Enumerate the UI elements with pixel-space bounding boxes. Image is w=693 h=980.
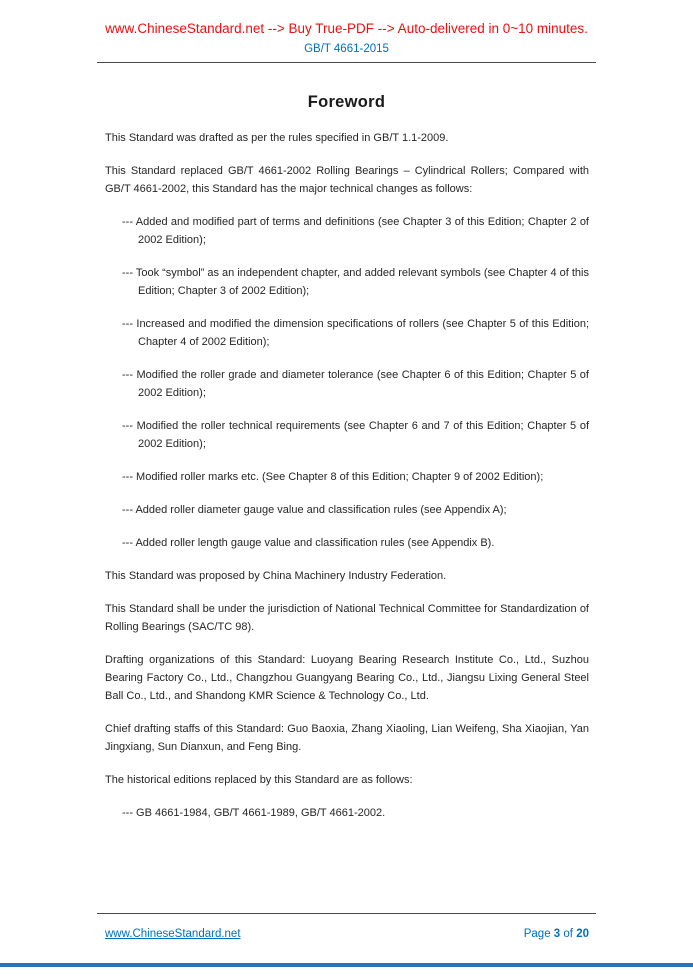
list-item: --- Increased and modified the dimension specifications of rollers (see Chapter 5 of this Edition; Chapter 4 of 2002 Edition); <box>122 318 589 348</box>
page-footer <box>105 928 589 940</box>
page-total: 20 <box>576 928 589 940</box>
promo-banner-link[interactable]: www.ChineseStandard.net --> Buy True-PDF --> Auto-delivered in 0~10 minutes. <box>105 21 588 36</box>
footer-site-link[interactable]: www.ChineseStandard.net <box>105 928 241 940</box>
page-title: Foreword <box>307 93 386 111</box>
list-item: --- GB 4661-1984, GB/T 4661-1989, GB/T 4661-2002. <box>122 807 386 819</box>
list-item: --- Added roller diameter gauge value and classification rules (see Appendix A); <box>122 504 507 516</box>
footer-divider <box>97 913 596 914</box>
paragraph: Drafting organizations of this Standard: Luoyang Bearing Research Institute Co., Ltd., Suzhou Bearing Factory Co., Ltd., Changzhou Guangyang Bearing Co., Ltd., Jiangsu Lixing General Steel Ball Co., Ltd., and Shandong KMR Science & Technology Co., Ltd. <box>105 654 589 702</box>
bottom-accent-bar <box>0 963 693 967</box>
paragraph: The historical editions replaced by this Standard are as follows: <box>105 774 413 786</box>
page-indicator <box>524 928 589 940</box>
list-item: --- Modified the roller grade and diameter tolerance (see Chapter 6 of this Edition; Chapter 5 of 2002 Edition); <box>122 369 589 399</box>
of-label: of <box>563 928 573 940</box>
paragraph: This Standard replaced GB/T 4661-2002 Rolling Bearings – Cylindrical Rollers; Compared with GB/T 4661-2002, this Standard has the major technical changes as follows: <box>105 165 589 195</box>
list-item: --- Modified roller marks etc. (See Chapter 8 of this Edition; Chapter 9 of 2002 Edition); <box>122 471 544 483</box>
header-divider <box>97 62 596 63</box>
page-label: Page <box>523 928 551 940</box>
paragraph: This Standard was drafted as per the rules specified in GB/T 1.1-2009. <box>105 132 449 144</box>
list-item: --- Added roller length gauge value and classification rules (see Appendix B). <box>122 537 495 549</box>
list-item: --- Added and modified part of terms and definitions (see Chapter 3 of this Edition; Chapter 2 of 2002 Edition); <box>122 216 589 246</box>
doc-number: GB/T 4661-2015 <box>304 43 389 55</box>
list-item: --- Took “symbol” as an independent chapter, and added relevant symbols (see Chapter 4 of this Edition; Chapter 3 of 2002 Edition); <box>122 267 589 297</box>
paragraph: This Standard shall be under the jurisdiction of National Technical Committee for Standardization of Rolling Bearings (SAC/TC 98). <box>105 603 589 633</box>
document-body <box>105 129 589 822</box>
list-item: --- Modified the roller technical requirements (see Chapter 6 and 7 of this Edition; Chapter 5 of 2002 Edition); <box>122 420 589 450</box>
page-number: 3 <box>553 928 561 940</box>
paragraph: This Standard was proposed by China Machinery Industry Federation. <box>105 570 447 582</box>
paragraph: Chief drafting staffs of this Standard: Guo Baoxia, Zhang Xiaoling, Lian Weifeng, Sha Xiaojian, Yan Jingxiang, Sun Dianxun, and Feng Bing. <box>105 723 589 753</box>
